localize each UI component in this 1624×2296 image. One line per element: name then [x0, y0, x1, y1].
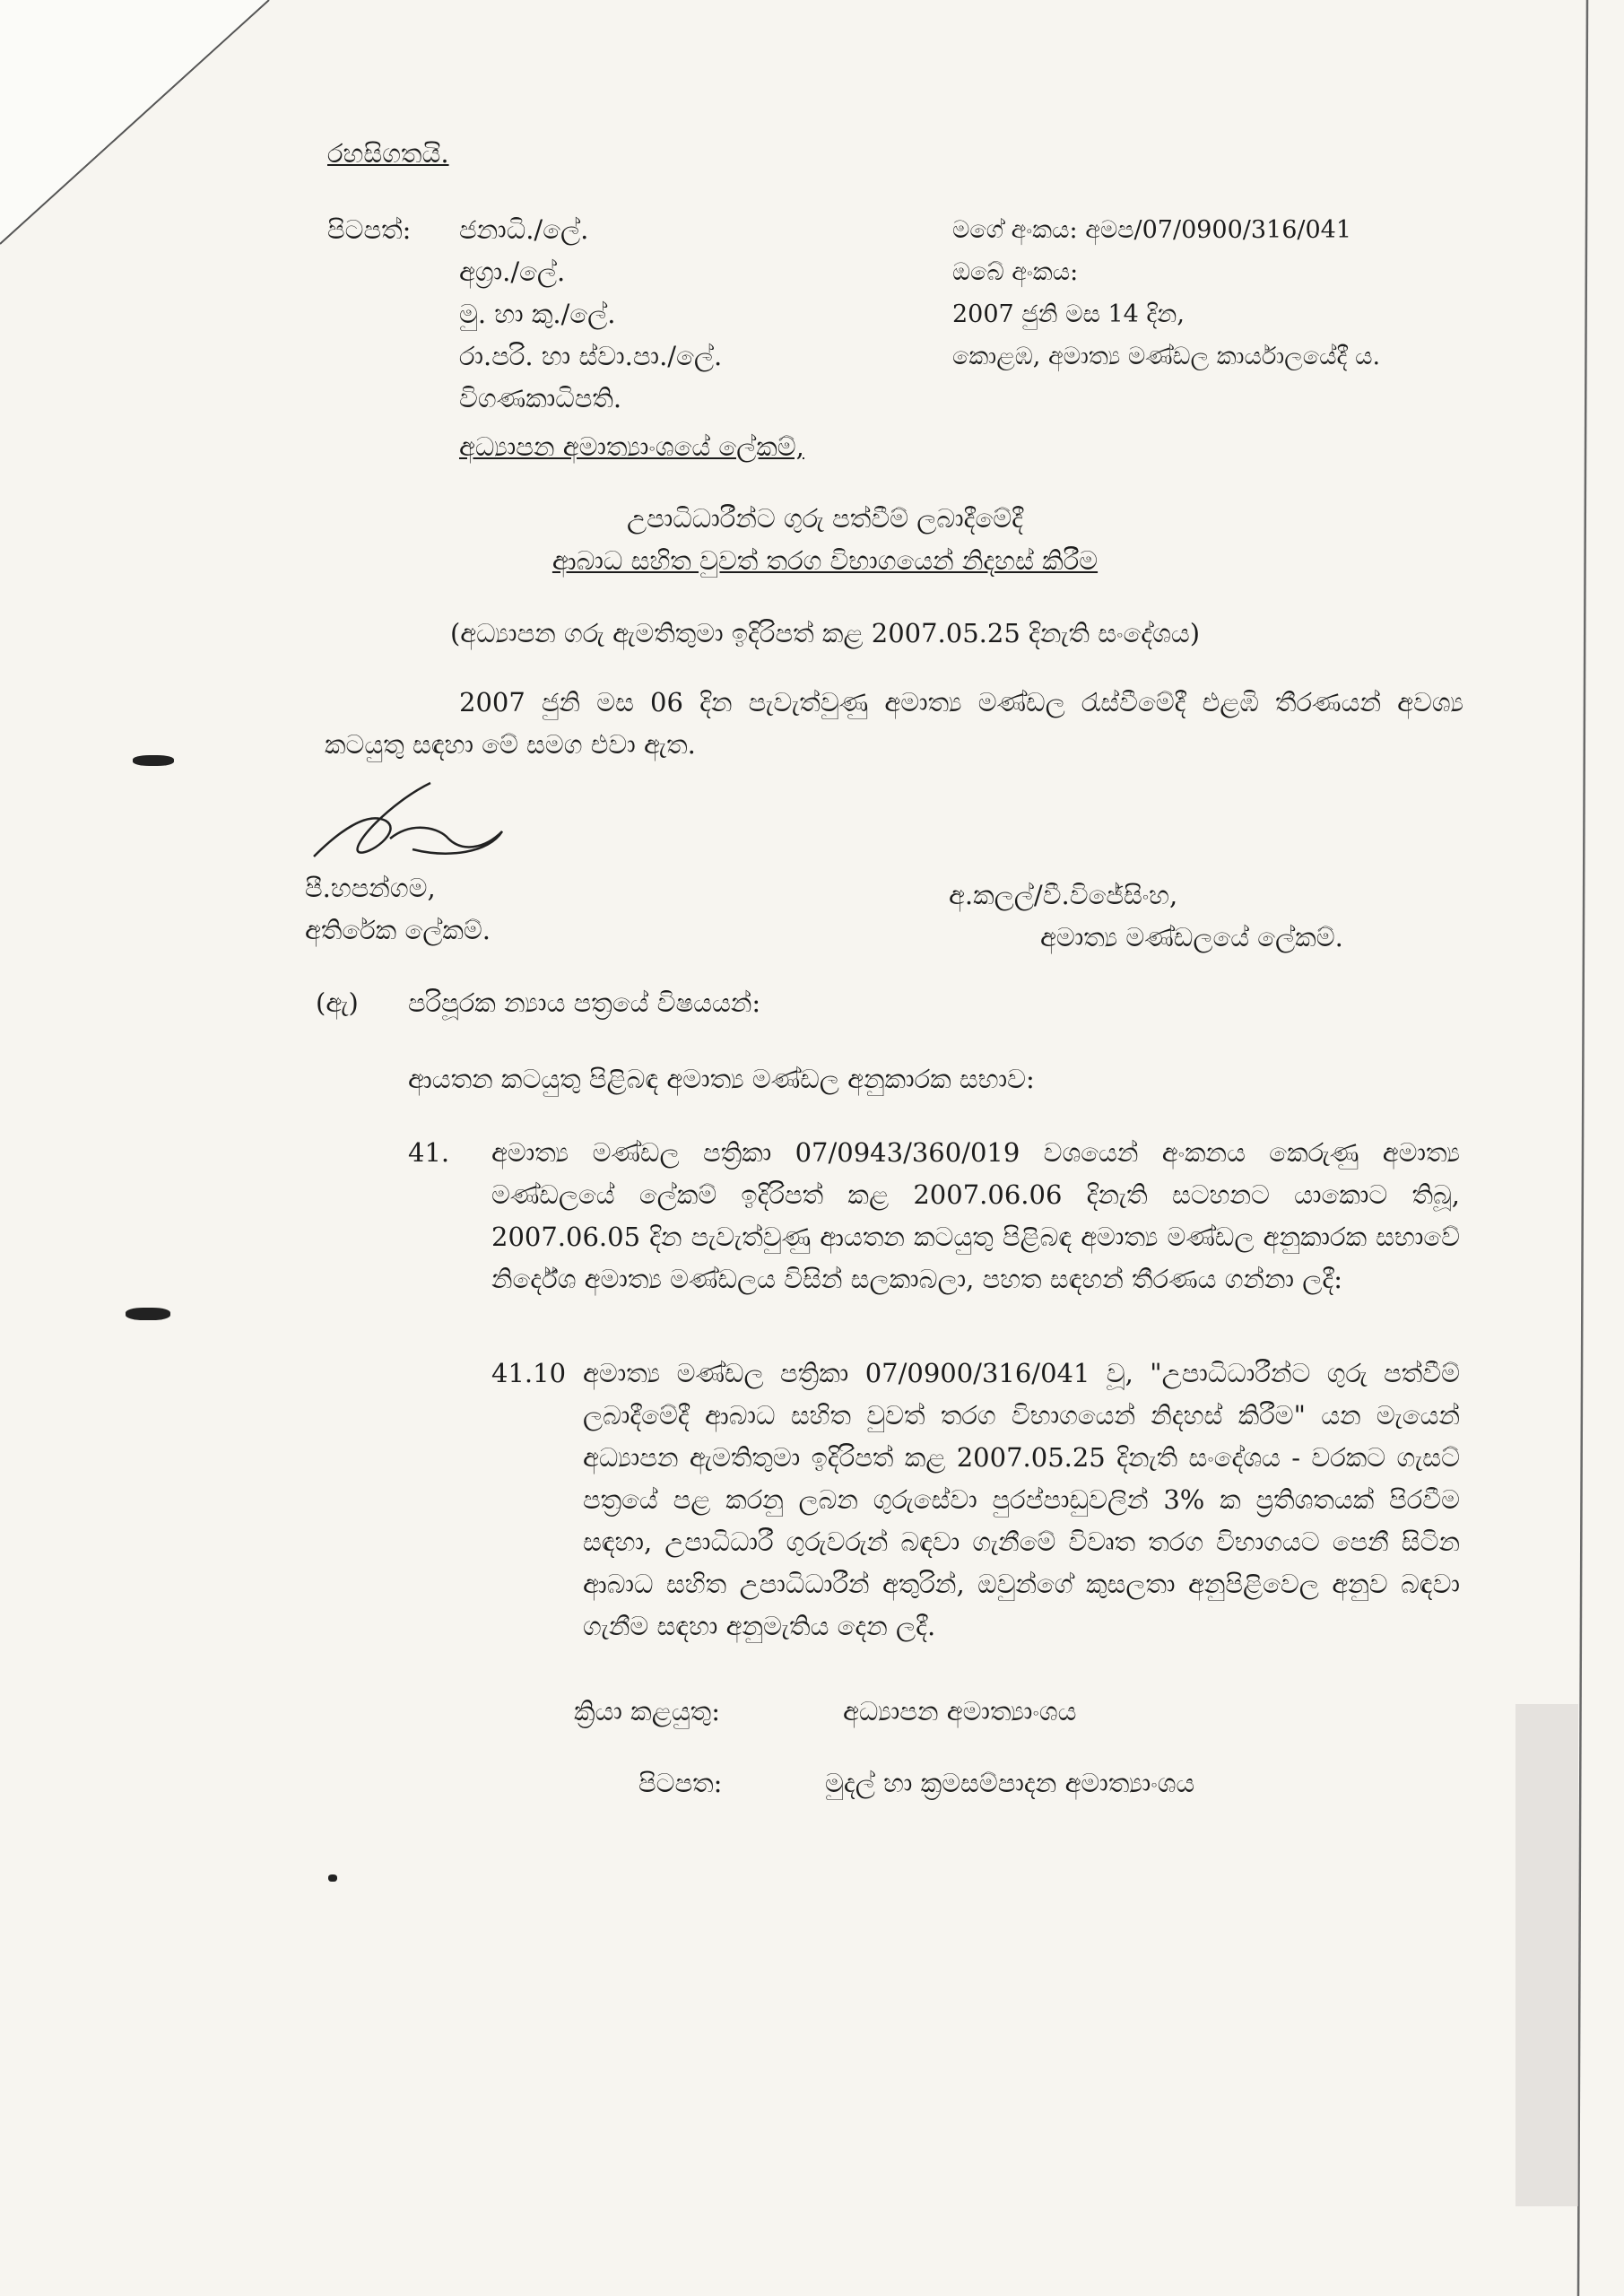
scan-speck: [328, 1874, 337, 1882]
section-heading: පරිපූරක න්‍යාය පත්‍රයේ විෂයයන්:: [408, 987, 761, 1018]
scan-speck: [126, 1308, 170, 1320]
item-41-10-text: අමාත්‍ය මණ්ඩල පත්‍රිකා 07/0900/316/041 වූ, "උපාධිධාරීන්ට ගුරු පත්වීම් ලබාදීමේදී ආබාධ සහිත වුවත් තරග විභාගයෙන් නිදහස් කිරීම" යන මැයෙන් අධ්‍යාපන ඇමතිතුමා ඉදිරිපත් කළ 2007.05.25 දිනැති සංදේශය - වරකට ගැසට් පත්‍රයේ පළ කරනු ලබන ගුරුසේවා පුරප්පාඩුවලින් 3% ක ප්‍රතිශතයක් පිරවීම සඳහා, උපාධිධාරී ගුරුවරුන් බඳවා ගැනීමේ විවෘත තරග විභාගයට පෙනී සිටින ආබාධ සහිත උපාධිධාරීන් අතුරින්, ඔවුන්ගේ කුසලතා අනුපිළිවෙල අනුව බඳවා ගැනීම සඳහා අනුමැතිය දෙන ලදී.: [583, 1358, 1460, 1641]
copy-recipient: අග්‍රා./ලේ.: [459, 257, 566, 287]
addressee: අධ්‍යාපන අමාත්‍යාංශයේ ලේකම්,: [459, 431, 804, 462]
scan-speck: [133, 755, 174, 766]
left-signatory-title: අතිරේක ලේකම්.: [305, 915, 491, 945]
section-marker: (ඇ): [316, 987, 359, 1018]
left-signatory-name: පී.හපන්ගම,: [305, 873, 436, 903]
action-label: ක්‍රියා කළයුතු:: [574, 1696, 721, 1726]
right-signatory-name: අ.කලල්/වී.විජේසිංහ,: [949, 880, 1178, 910]
copy-recipient: රා.පරි. හා ස්වා.පා./ලේ.: [459, 341, 723, 371]
subject-memo: (අධ්‍යාපන ගරු ඇමතිතුමා ඉදිරිපත් කළ 2007.05.25 දිනැති සංදේශය): [449, 618, 1201, 648]
letter-place: කොළඹ, අමාත්‍ය මණ්ඩල කාර්යාලයේදී ය.: [952, 343, 1381, 370]
subject-line-2: ආබාධ සහිත වුවත් තරග විභාගයෙන් නිදහස් කිරීම: [551, 545, 1099, 576]
ref-number: මගේ අංකය: අමප/07/0900/316/041: [952, 216, 1352, 244]
item-41-number: 41.: [408, 1137, 450, 1168]
your-ref: ඔබේ අංකය:: [952, 258, 1079, 286]
reference-block: [952, 209, 1535, 378]
action-value: අධ්‍යාපන අමාත්‍යාංශය: [843, 1696, 1077, 1726]
subject-line-1: උපාධිධාරීන්ට ගුරු පත්වීම් ලබාදීමේදී: [626, 503, 1023, 534]
left-signatory: [305, 867, 491, 952]
letter-date: 2007 ජුනි මස 14 දින,: [952, 300, 1185, 328]
section-subheading: ආයතන කටයුතු පිළිබඳ අමාත්‍ය මණ්ඩල අනුකාරක සභාව:: [408, 1064, 1035, 1094]
intro-paragraph: 2007 ජුනි මස 06 දින පැවැත්වුණු අමාත්‍ය මණ්ඩල රැස්වීමේදී එළඹි තීරණයන් අවශ්‍ය කටයුතු සඳහා මේ සමග එවා ඇත.: [325, 687, 1463, 760]
copies-label: පිටපත්:: [327, 214, 412, 245]
copy-recipient: ජනාධි./ලේ.: [459, 214, 589, 245]
right-signatory-title: අමාත්‍ය මණ්ඩලයේ ලේකම්.: [1040, 922, 1343, 952]
copies-list: [459, 209, 908, 420]
copy-label: පිටපත:: [638, 1768, 723, 1798]
copy-recipient: විගණකාධිපති.: [459, 383, 622, 413]
item-41-10-number: 41.10: [491, 1358, 567, 1388]
classification-label: රහසිගතයි.: [327, 138, 449, 169]
copy-value: මුදල් හා ක්‍රමසම්පාදන අමාත්‍යාංශය: [825, 1768, 1195, 1798]
handwritten-signature: [305, 767, 511, 874]
item-41-text: අමාත්‍ය මණ්ඩල පත්‍රිකා 07/0943/360/019 වශයෙන් අංකනය කෙරුණු අමාත්‍ය මණ්ඩලයේ ලේකම් ඉදිරිපත් කළ 2007.06.06 දිනැති සටහනට යාකොට තිබූ, 2007.06.05 දින පැවැත්වුණු ආයතන කටයුතු පිළිබඳ අමාත්‍ය මණ්ඩල අනුකාරක සභාවේ නිර්දේශ අමාත්‍ය මණ්ඩලය විසින් සලකාබලා, පහත සඳහන් තීරණය ගන්නා ලදී:: [491, 1137, 1460, 1294]
copy-recipient: මු. හා කු./ලේ.: [459, 299, 616, 329]
